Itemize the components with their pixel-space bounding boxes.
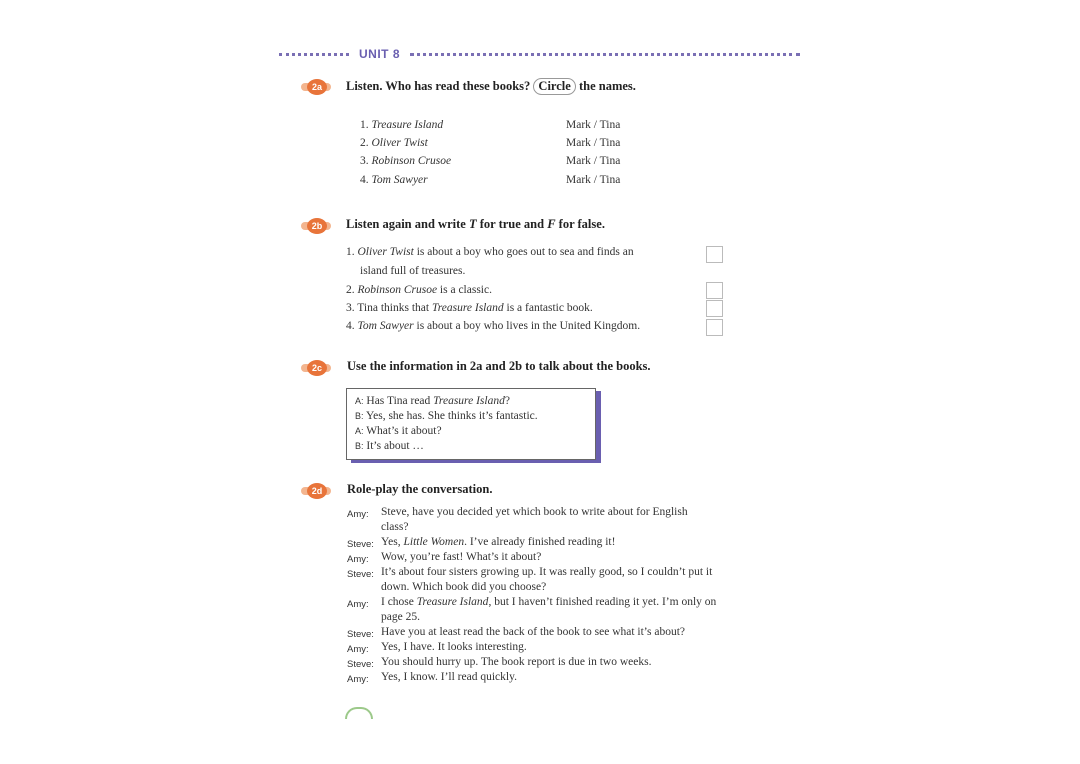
list-item-2a-1: 1. Treasure Island [360, 119, 444, 131]
dialogue-line-cont: down. Which book did you choose? [381, 581, 547, 593]
speaker-label: Steve: [347, 629, 374, 640]
badge-2c: 2c [307, 360, 327, 376]
statement-2b-4: 4. Tom Sawyer is about a boy who lives in the United Kingdom. [346, 320, 641, 332]
header-dots-left [279, 53, 349, 60]
list-item-2a-2: 2. Oliver Twist [360, 137, 428, 149]
conversation-line: A: Has Tina read Treasure Island? [355, 395, 510, 407]
dialogue-line: Steve, have you decided yet which book to write about for English [381, 506, 688, 518]
badge-2d: 2d [307, 483, 327, 499]
dialogue-line: I chose Treasure Island, but I haven’t finished reading it yet. I’m only on [381, 596, 717, 608]
dialogue-line: Yes, I know. I’ll read quickly. [381, 671, 517, 683]
badge-2b: 2b [307, 218, 327, 234]
choice-2a-3[interactable]: Mark / Tina [566, 155, 621, 167]
speaker-label: Amy: [347, 674, 369, 685]
instruction-2b: Listen again and write T for true and F for false. [346, 217, 605, 231]
conversation-line: B: It’s about … [355, 440, 424, 452]
badge-2a: 2a [307, 79, 327, 95]
speaker-label: Steve: [347, 569, 374, 580]
answer-box-2b-1[interactable] [706, 246, 723, 263]
speaker-label: Steve: [347, 659, 374, 670]
choice-2a-1[interactable]: Mark / Tina [566, 119, 621, 131]
dialogue-line: It’s about four sisters growing up. It was really good, so I couldn’t put it [381, 566, 713, 578]
instruction-2c: Use the information in 2a and 2b to talk about the books. [347, 359, 651, 373]
statement-2b-3: 3. Tina thinks that Treasure Island is a fantastic book. [346, 302, 593, 314]
list-item-2a-3: 3. Robinson Crusoe [360, 155, 452, 167]
answer-box-2b-4[interactable] [706, 319, 723, 336]
speaker-label: Steve: [347, 539, 374, 550]
statement-2b-2: 2. Robinson Crusoe is a classic. [346, 284, 492, 296]
dialogue-line: Yes, Little Women. I’ve already finished reading it! [381, 536, 616, 548]
header-dots-right [410, 53, 800, 60]
instruction-2d: Role-play the conversation. [347, 482, 493, 496]
answer-box-2b-3[interactable] [706, 300, 723, 317]
conversation-box [346, 388, 596, 460]
instruction-2a: Listen. Who has read these books? Circle the names. [346, 79, 636, 93]
dialogue-line: Have you at least read the back of the book to see what it’s about? [381, 626, 686, 638]
conversation-line: B: Yes, she has. She thinks it’s fantastic. [355, 410, 538, 422]
dialogue-line-cont: class? [381, 521, 409, 533]
dialogue-line-cont: page 25. [381, 611, 420, 623]
dialogue-line: You should hurry up. The book report is due in two weeks. [381, 656, 652, 668]
choice-2a-4[interactable]: Mark / Tina [566, 174, 621, 186]
conversation-line: A: What’s it about? [355, 425, 442, 437]
dialogue-line: Yes, I have. It looks interesting. [381, 641, 527, 653]
speaker-label: Amy: [347, 509, 369, 520]
answer-box-2b-2[interactable] [706, 282, 723, 299]
unit-label: UNIT 8 [359, 47, 401, 61]
speaker-label: Amy: [347, 554, 369, 565]
speaker-label: Amy: [347, 644, 369, 655]
dialogue-line: Wow, you’re fast! What’s it about? [381, 551, 542, 563]
speaker-label: Amy: [347, 599, 369, 610]
list-item-2a-4: 4. Tom Sawyer [360, 174, 428, 186]
statement-2b-1: 1. Oliver Twist is about a boy who goes out to sea and finds an [346, 246, 634, 258]
statement-2b-1-cont: island full of treasures. [360, 265, 466, 277]
choice-2a-2[interactable]: Mark / Tina [566, 137, 621, 149]
footer-icon [345, 707, 373, 719]
